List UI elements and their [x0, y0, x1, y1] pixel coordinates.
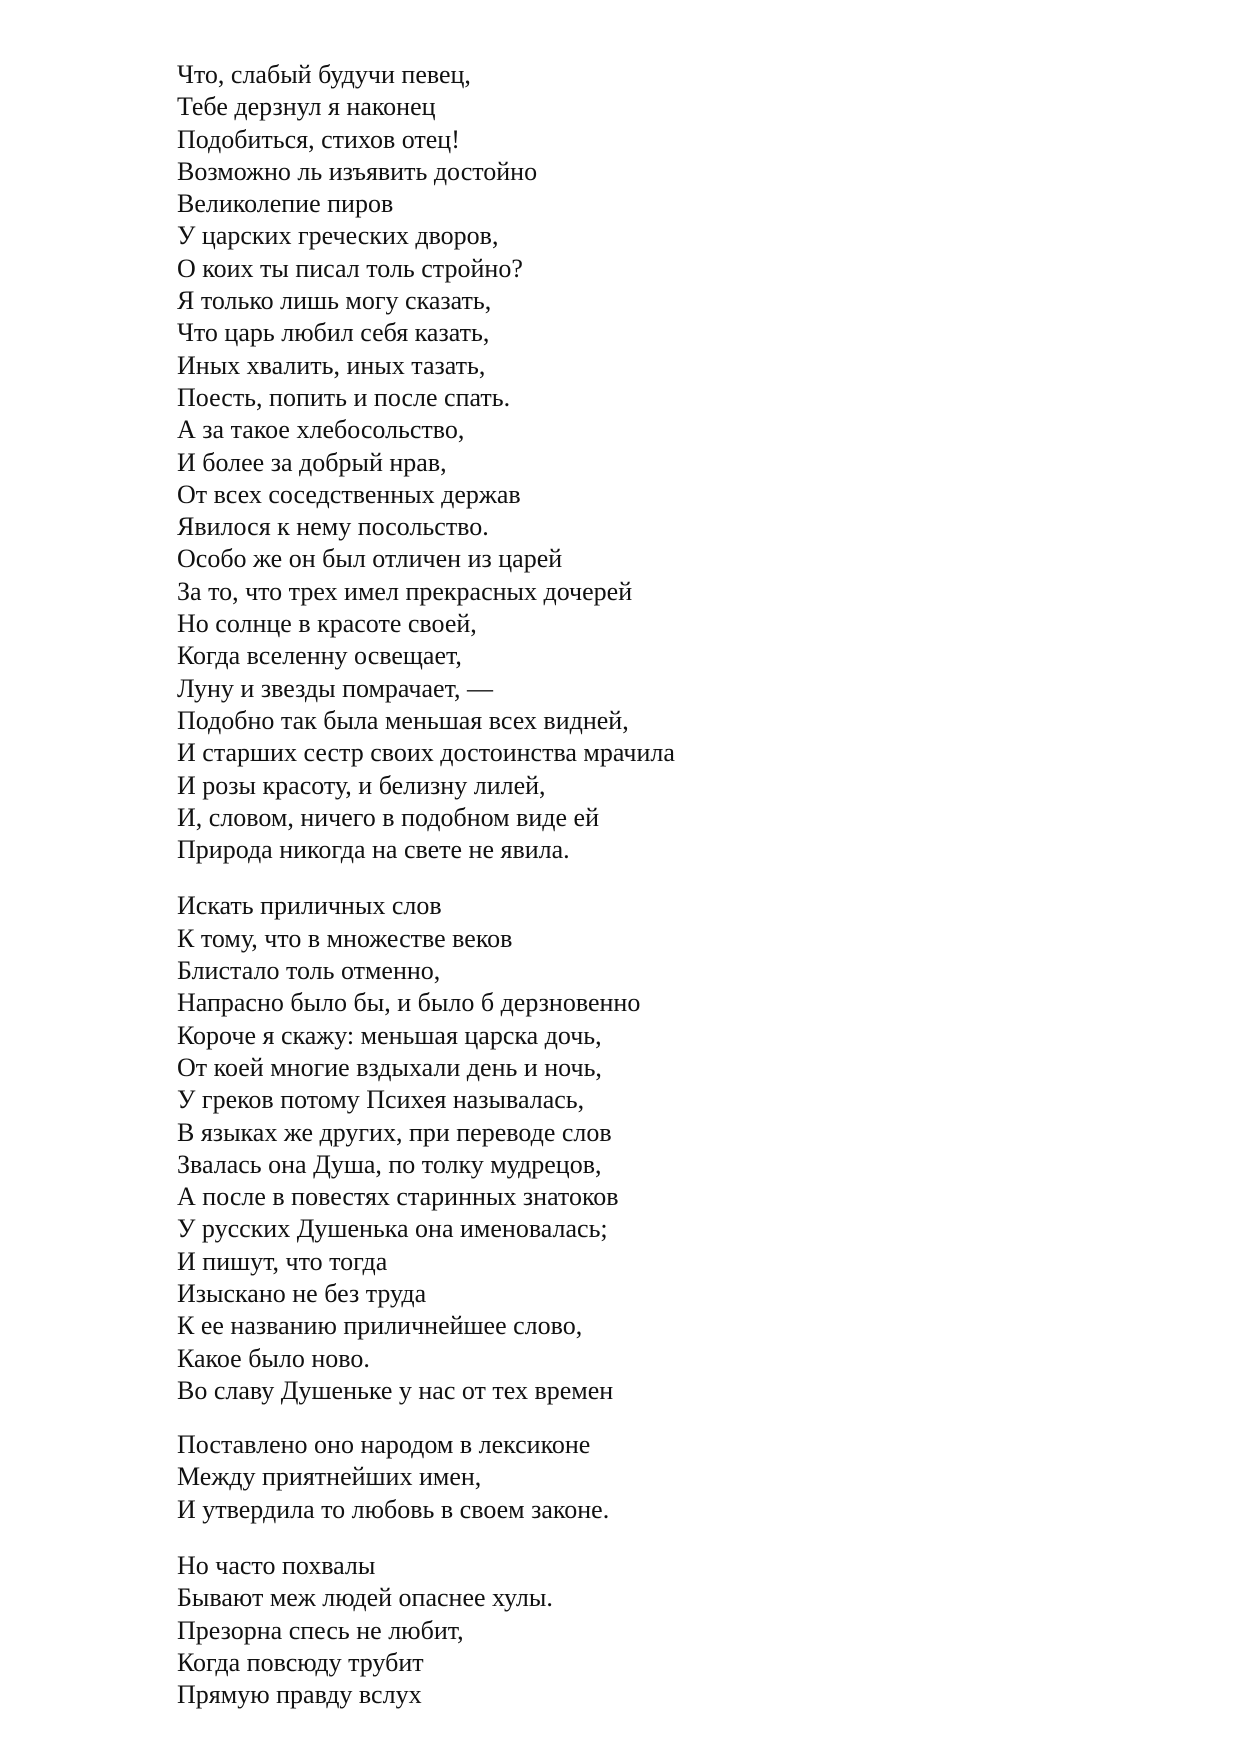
poem-line: Прямую правду вслух — [177, 1680, 422, 1710]
poem-line: Звалась она Душа, по толку мудрецов, — [177, 1149, 602, 1179]
poem-line: Напрасно было бы, и было б дерзновенно — [177, 988, 641, 1018]
poem-line: Бывают меж людей опаснее хулы. — [177, 1583, 553, 1613]
poem-line: Возможно ль изъявить достойно — [177, 156, 538, 186]
poem-line: У царских греческих дворов, — [177, 221, 499, 251]
poem-line: Когда повсюду трубит — [177, 1647, 424, 1677]
poem-line: О коих ты писал толь стройно? — [177, 253, 523, 283]
stanza-2 — [177, 890, 1177, 1407]
poem-line: Что царь любил себя казать, — [177, 318, 490, 348]
poem-line: Особо же он был отличен из царей — [177, 544, 563, 574]
poem-line: Презорна спесь не любит, — [177, 1615, 464, 1645]
poem-line: А за такое хлебосольство, — [177, 415, 465, 445]
poem-line: Что, слабый будучи певец, — [177, 60, 471, 89]
poem-line: К ее названию приличнейшее слово, — [177, 1311, 583, 1341]
stanza-3 — [177, 1429, 1177, 1526]
poem-line: Искать приличных слов — [177, 891, 442, 921]
poem-line: За то, что трех имел прекрасных дочерей — [177, 576, 633, 606]
poem-line: Но солнце в красоте своей, — [177, 609, 477, 639]
poem-line: У русских Душенька она именовалась; — [177, 1214, 608, 1244]
poem-line: Луну и звезды помрачает, — — [177, 673, 493, 703]
poem-line: Явилося к нему посольство. — [177, 512, 489, 542]
poem-line: И старших сестр своих достоинства мрачила — [177, 738, 675, 768]
poem-line: В языках же других, при переводе слов — [177, 1117, 612, 1147]
poem-line: Подобиться, стихов отец! — [177, 124, 460, 154]
poem-line: Какое было ново. — [177, 1343, 370, 1373]
poem-text — [177, 59, 1177, 1736]
poem-line: Поесть, попить и после спать. — [177, 382, 511, 412]
poem-line: Блистало толь отменно, — [177, 956, 441, 986]
poem-line: И пишут, что тогда — [177, 1246, 388, 1276]
poem-line: У греков потому Психея называлась, — [177, 1085, 585, 1115]
poem-line: Подобно так была меньшая всех видней, — [177, 705, 629, 735]
poem-line: И утвердила то любовь в своем законе. — [177, 1494, 610, 1524]
poem-line: Во славу Душеньке у нас от тех времен — [177, 1375, 614, 1405]
poem-line: А после в повестях старинных знатоков — [177, 1182, 619, 1212]
poem-line: Великолепие пиров — [177, 189, 394, 219]
poem-line: Когда вселенну освещает, — [177, 641, 462, 671]
poem-line: И более за добрый нрав, — [177, 447, 447, 477]
poem-line: К тому, что в множестве веков — [177, 923, 513, 953]
poem-line: От всех соседственных держав — [177, 479, 521, 509]
poem-line: Поставлено оно народом в лексиконе — [177, 1430, 591, 1460]
stanza-4 — [177, 1550, 1177, 1711]
poem-line: Иных хвалить, иных тазать, — [177, 350, 486, 380]
poem-line: От коей многие вздыхали день и ночь, — [177, 1052, 602, 1082]
poem-line: Между приятнейших имен, — [177, 1462, 482, 1492]
poem-line: Тебе дерзнул я наконец — [177, 92, 436, 122]
poem-line: Изыскано не без труда — [177, 1278, 427, 1308]
poem-line: И розы красоту, и белизну лилей, — [177, 770, 546, 800]
poem-line: И, словом, ничего в подобном виде ей — [177, 802, 599, 832]
poem-line: Я только лишь могу сказать, — [177, 286, 492, 316]
stanza-1 — [177, 59, 1177, 866]
poem-line: Но часто похвалы — [177, 1551, 376, 1581]
poem-line: Природа никогда на свете не явила. — [177, 835, 570, 865]
poem-line: Короче я скажу: меньшая царска дочь, — [177, 1020, 602, 1050]
